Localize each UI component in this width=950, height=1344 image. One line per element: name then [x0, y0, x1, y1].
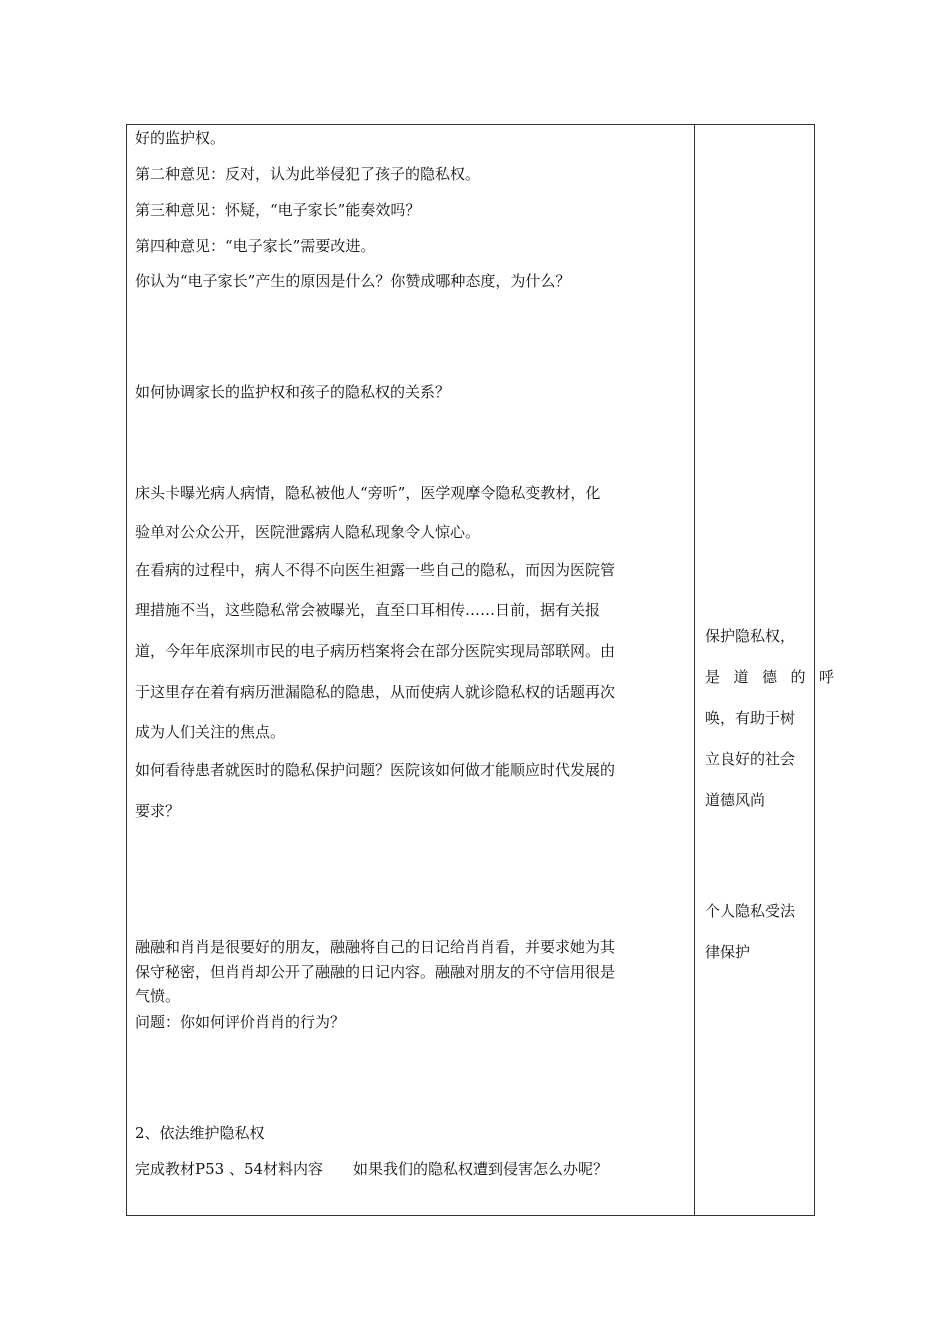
case-text-line: 在看病的过程中，病人不得不向医生袒露一些自己的隐私，而因为医院管 [135, 561, 616, 579]
question-line: 如何看待患者就医时的隐私保护问题？医院该如何做才能顺应时代发展的 [135, 761, 616, 779]
note-line: 个人隐私受法 [705, 902, 796, 920]
question: 问题：你如何评价肖肖的行为？ [135, 1013, 346, 1031]
section-heading: 2、依法维护隐私权 [135, 1124, 265, 1142]
case-text-line: 于这里存在着有病历泄漏隐私的隐患，从而使病人就诊隐私权的话题再次 [135, 683, 616, 701]
note-line: 立良好的社会 [705, 750, 796, 768]
question-line: 要求？ [135, 802, 181, 820]
question: 你认为“电子家长”产生的原因是什么？你赞成哪种态度，为什么？ [135, 272, 571, 290]
note-line: 道德风尚 [705, 791, 766, 809]
note-line: 律保护 [705, 943, 751, 961]
note-line: 唤，有助于树 [705, 709, 796, 727]
case-text-line: 理措施不当，这些隐私常会被曝光，直至口耳相传……日前，据有关报 [135, 601, 601, 619]
paragraph: 好的监护权。 [135, 129, 226, 147]
task-text: 完成教材P53 、54材料内容 如果我们的隐私权遭到侵害怎么办呢？ [135, 1160, 609, 1178]
case-text-line: 成为人们关注的焦点。 [135, 723, 286, 741]
story-text-line: 融融和肖肖是很要好的朋友，融融将自己的日记给肖肖看，并要求她为其 [135, 938, 616, 956]
case-text-line: 床头卡曝光病人病情，隐私被他人“旁听”，医学观摩令隐私变教材，化 [135, 484, 601, 502]
story-text-line: 气愤。 [135, 987, 181, 1005]
note-line: 保护隐私权， [705, 627, 796, 645]
case-text-line: 验单对公众公开，医院泄露病人隐私现象令人惊心。 [135, 523, 481, 541]
note-line: 是道德的呼 [705, 668, 848, 686]
column-divider [694, 124, 695, 1216]
opinion-three: 第三种意见：怀疑，“电子家长”能奏效吗？ [135, 201, 421, 219]
story-text-line: 保守秘密，但肖肖却公开了融融的日记内容。融融对朋友的不守信用很是 [135, 963, 616, 981]
question: 如何协调家长的监护权和孩子的隐私权的关系？ [135, 383, 451, 401]
opinion-four: 第四种意见：“电子家长”需要改进。 [135, 237, 376, 255]
opinion-two: 第二种意见：反对，认为此举侵犯了孩子的隐私权。 [135, 165, 481, 183]
case-text-line: 道，今年年底深圳市民的电子病历档案将会在部分医院实现局部联网。由 [135, 642, 616, 660]
